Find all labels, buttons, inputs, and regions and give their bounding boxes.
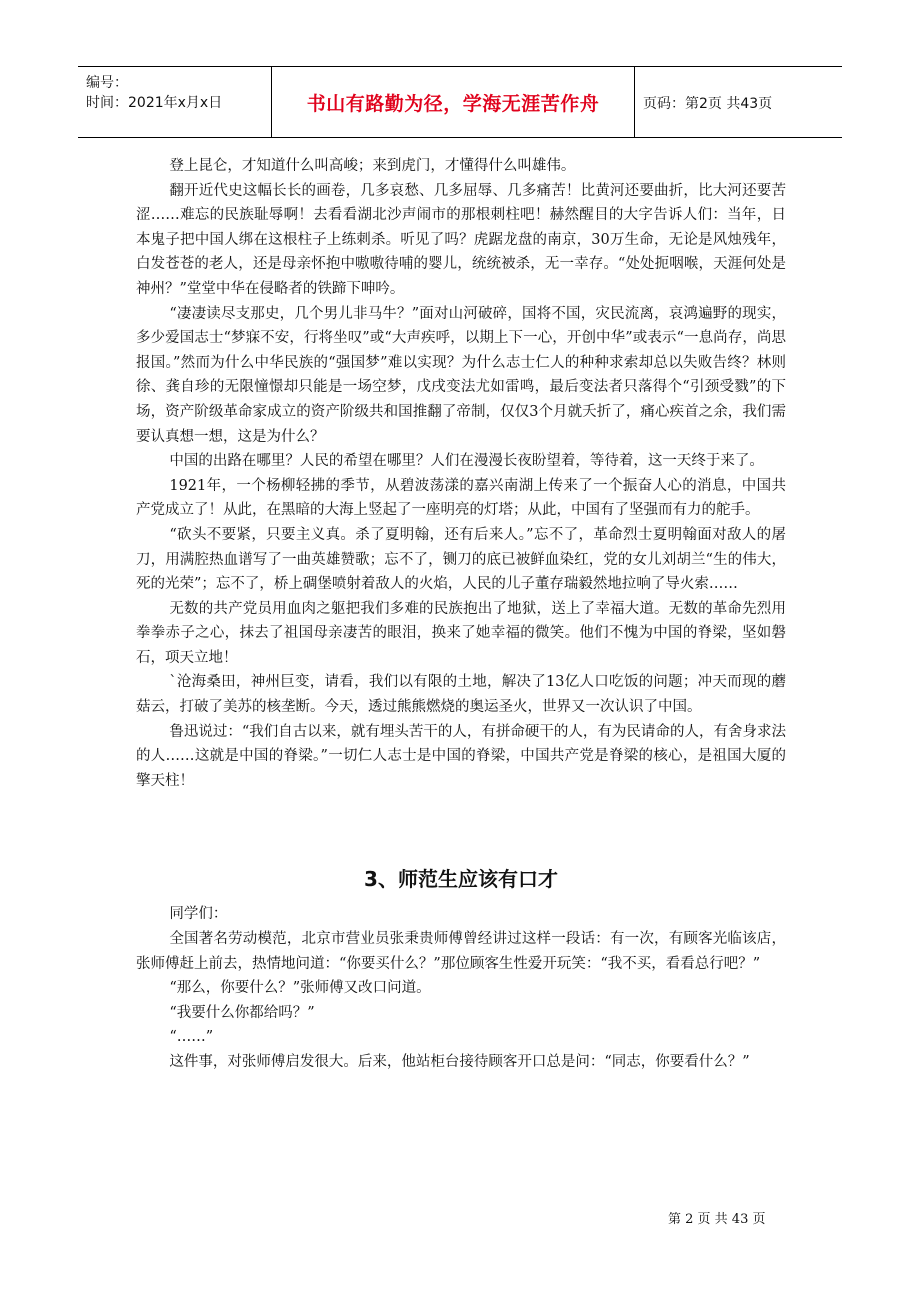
paragraph: 全国著名劳动模范，北京市营业员张秉贵师傅曾经讲过这样一段话：有一次，有顾客光临该店，张师傅赶上前去，热情地问道：“你要买什么？”那位顾客生性爱开玩笑：“我不买，看看总行吧？”: [136, 931, 786, 972]
header-motto-cell: [271, 67, 635, 137]
paragraph: 翻开近代史这幅长长的画卷，几多哀愁、几多屈辱、几多痛苦！比黄河还要曲折，比大河还要苦涩……难忘的民族耻辱啊！去看看湖北沙声闹市的那根刺柱吧！赫然醒目的大字告诉人们：当年，日本鬼子把中国人绑在这根柱子上练刺杀。听见了吗？虎踞龙盘的南京，30万生命，无论是风烛残年，白发苍苍的老人，还是母亲怀抱中嗷嗷待哺的婴儿，统统被杀，无一幸存。“处处扼咽喉，天涯何处是神州？”堂堂中华在侵略者的铁蹄下呻吟。: [136, 182, 786, 297]
document-body: [136, 154, 786, 1075]
section-title: 3、师范生应该有口才: [364, 867, 558, 892]
page-header: [78, 66, 842, 138]
paragraph: 登上昆仑，才知道什么叫高峻；来到虎门，才懂得什么叫雄伟。: [169, 158, 576, 174]
number-label: 编号：: [86, 75, 128, 91]
paragraph: 鲁迅说过：“我们自古以来，就有埋头苦干的人，有拼命硬干的人，有为民请命的人，有舍身求法的人……这就是中国的脊梁。”一切仁人志士是中国的脊梁，中国共产党是脊梁的核心，是祖国大厦的擎天柱！: [136, 723, 786, 789]
header-page-cell: [635, 67, 842, 137]
section-spacer: [136, 793, 786, 849]
paragraph: “……”: [169, 1029, 214, 1046]
paragraph: “砍头不要紧，只要主义真。杀了夏明翰，还有后来人。”忘不了，革命烈士夏明翰面对敌人的屠刀，用满腔热血谱写了一曲英雄赞歌；忘不了，铡刀的底已被鲜血染红，党的女儿刘胡兰“生的伟大，死的光荣”；忘不了，桥上碉堡喷射着敌人的火焰，人民的儿子董存瑞毅然地拉响了导火索……: [136, 526, 786, 593]
time-label: 时间：2021年x月x日: [86, 95, 223, 111]
paragraph: “凄凄读尽支那史，几个男儿非马牛？”面对山河破碎，国将不国，灾民流离，哀鸿遍野的现实，多少爱国志士“梦寐不安，行将坐叹”或“大声疾呼，以期上下一心，开创中华”或表示“一息尚存，尚思报国。”然而为什么中华民族的“强国梦”难以实现？为什么志士仁人的种种求索却总以失败告终？林则徐、龚自珍的无限憧憬却只能是一场空梦，戊戌变法尤如雷鸣，最后变法者只落得个“引颈受戮”的下场，资产阶级革命家成立的资产阶级共和国推翻了帝制，仅仅3个月就夭折了，痛心疾首之余，我们需要认真想一想，这是为什么？: [136, 305, 786, 445]
paragraph: “那么，你要什么？”张师傅又改口问道。: [169, 980, 431, 997]
paragraph: 1921年，一个杨柳轻拂的季节，从碧波荡漾的嘉兴南湖上传来了一个振奋人心的消息，中国共产党成立了！从此，在黑暗的大海上竖起了一座明亮的灯塔；从此，中国有了坚强而有力的舵手。: [136, 477, 786, 519]
paragraph: 这件事，对张师傅启发很大。后来，他站柜台接待顾客开口总是问：“同志，你要看什么？”: [169, 1054, 750, 1070]
motto-text: 书山有路勤为径，学海无涯苦作舟: [306, 93, 600, 115]
paragraph: 同学们：: [169, 906, 228, 923]
paragraph: 无数的共产党员用血肉之躯把我们多难的民族抱出了地狱，送上了幸福大道。无数的革命先烈用拳拳赤子之心，抹去了祖国母亲凄苦的眼泪，换来了她幸福的微笑。他们不愧为中国的脊梁，坚如磐石，项天立地！: [136, 600, 786, 666]
paragraph: `沧海桑田，神州巨变，请看，我们以有限的土地，解决了13亿人口吃饭的问题；冲天而现的蘑菇云，打破了美苏的核垄断。今天，透过熊熊燃烧的奥运圣火，世界又一次认识了中国。: [136, 674, 786, 716]
paragraph: 中国的出路在哪里？人民的希望在哪里？人们在漫漫长夜盼望着，等待着，这一天终于来了。: [169, 453, 764, 470]
page-footer: 第 2 页 共 43 页: [668, 1212, 766, 1227]
header-meta-cell: [78, 67, 270, 137]
page-info: 页码：第2页 共43页: [643, 96, 773, 112]
paragraph: “我要什么你都给吗？”: [169, 1004, 315, 1021]
